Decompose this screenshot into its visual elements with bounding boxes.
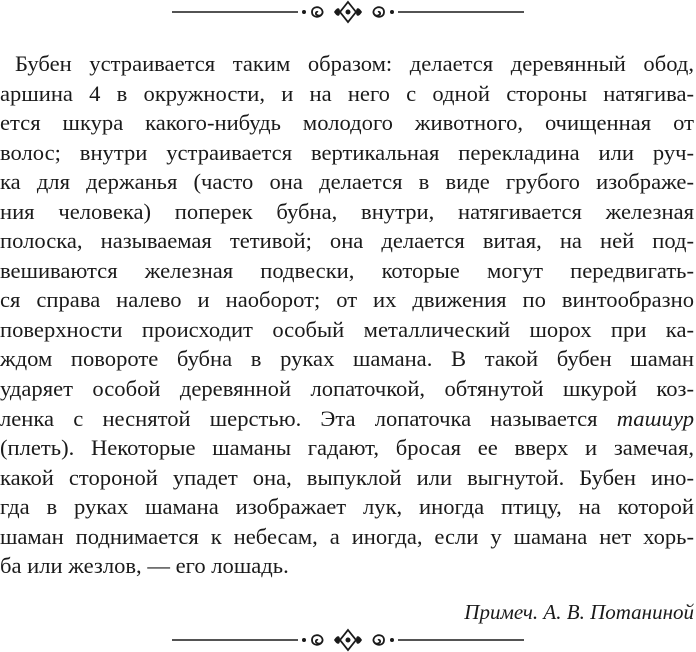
- text-line: ния человека) поперек бубна, внутри, натягивается железная: [0, 198, 694, 224]
- text-line: гда в руках шамана изображает лук, иногда птицу, на которой: [0, 494, 694, 520]
- text-line: Бубен устраивается таким образом: делается деревянный обод,: [15, 51, 694, 76]
- italic-term: ташиур: [616, 405, 694, 431]
- text-line: ется шкура какого-нибудь молодого животного, очищенная от: [0, 110, 694, 136]
- body-text: [0, 49, 694, 581]
- text-line: (плеть). Некоторые шаманы гадают, бросая ее вверх и замечая,: [0, 435, 694, 461]
- text-line: шаман поднимается к небесам, а иногда, если у шамана нет хорь-: [0, 523, 694, 549]
- text-line: аршина 4 в окружности, и на него с одной стороны натягива-: [0, 80, 694, 106]
- fleuron-ornament-icon: [0, 628, 696, 652]
- text-line: ждом повороте бубна в руках шамана. В такой бубен шаман: [0, 346, 694, 372]
- text-line: полоска, называемая тетивой; она делается витая, на ней под-: [0, 228, 694, 254]
- text-line: волос; внутри устраивается вертикальная перекладина или руч-: [0, 139, 694, 165]
- text-line: поверхности происходит особый металлический шорох при ка-: [0, 316, 694, 342]
- text-line: ба или жезлов, — его лошадь.: [0, 553, 289, 579]
- text-segment: ленка с неснятой шерстью. Эта лопаточка называется: [0, 405, 598, 431]
- text-line: ся справа налево и наоборот; от их движения по винтообразно: [0, 287, 694, 313]
- text-line: ка для держанья (часто она делается в виде грубого изображе-: [0, 169, 694, 195]
- attribution: Примеч. А. В. Потаниной: [464, 600, 694, 624]
- bottom-ornament: [0, 628, 696, 652]
- fleuron-ornament-icon: [0, 0, 696, 24]
- text-line: какой стороной упадет она, выпуклой или выгнутой. Бубен ино-: [0, 464, 694, 490]
- top-ornament: [0, 0, 696, 24]
- text-line: [0, 404, 694, 434]
- text-line: вешиваются железная подвески, которые могут передвигать-: [0, 257, 694, 283]
- text-line: ударяет особой деревянной лопаточкой, обтянутой шкурой коз-: [0, 376, 694, 402]
